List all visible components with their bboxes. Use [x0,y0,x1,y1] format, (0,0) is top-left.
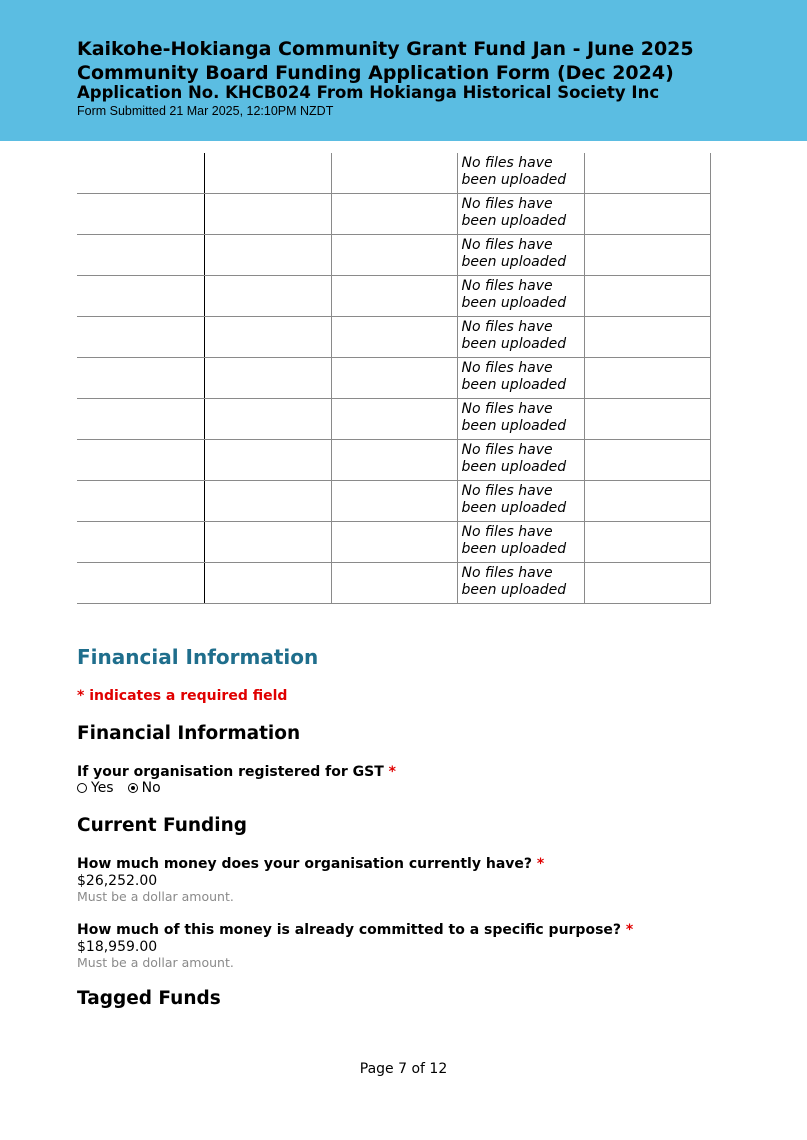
table-row [77,440,710,481]
table-cell [204,235,331,276]
table-cell [77,194,204,235]
required-field-note: * indicates a required field [77,688,288,704]
committed-money-question [77,922,633,938]
table-cell [331,522,457,563]
table-row [77,358,710,399]
table-cell [204,358,331,399]
table-cell [331,481,457,522]
section-title: Financial Information [77,645,319,669]
table-cell [77,358,204,399]
table-cell [331,440,457,481]
tagged-funds-heading: Tagged Funds [77,988,221,1009]
table-cell [457,440,584,481]
table-row [77,194,710,235]
page-header [0,0,807,141]
table-cell [331,563,457,604]
table-cell [77,399,204,440]
table-cell [457,317,584,358]
required-marker: * [625,922,634,938]
current-money-label: How much money does your organisation currently have? [77,856,533,872]
table-cell [584,276,710,317]
table-cell [204,194,331,235]
table-cell [331,276,457,317]
table-cell [204,276,331,317]
table-cell [77,317,204,358]
table-cell [77,235,204,276]
gst-question [77,764,396,780]
table-cell [584,399,710,440]
committed-money-hint: Must be a dollar amount. [77,955,234,970]
table-cell [331,153,457,194]
table-row [77,563,710,604]
table-cell [584,440,710,481]
table-cell [77,563,204,604]
no-files-text: No files have been uploaded [461,483,567,516]
table-cell [331,358,457,399]
current-funding-heading: Current Funding [77,815,248,836]
gst-radio-group [77,780,171,796]
no-files-text: No files have been uploaded [461,401,567,434]
table-cell [457,153,584,194]
table-row [77,481,710,522]
gst-option-no-label: No [141,780,161,796]
table-cell [77,481,204,522]
fund-title: Kaikohe-Hokianga Community Grant Fund Jan - June 2025 [77,38,694,60]
table-cell [204,522,331,563]
table-cell [457,276,584,317]
table-cell [204,440,331,481]
table-row [77,153,710,194]
page-number: Page 7 of 12 [359,1061,448,1077]
table-row [77,522,710,563]
table-cell [584,481,710,522]
table-cell [77,522,204,563]
table-cell [584,194,710,235]
radio-unselected-icon [77,783,87,793]
no-files-text: No files have been uploaded [461,360,567,393]
radio-selected-icon [128,783,138,793]
form-title: Community Board Funding Application Form (Dec 2024) [77,62,674,84]
table-cell [204,399,331,440]
table-cell [77,276,204,317]
table-cell [457,358,584,399]
table-cell [204,317,331,358]
current-money-hint: Must be a dollar amount. [77,889,234,904]
no-files-text: No files have been uploaded [461,565,567,598]
table-cell [457,194,584,235]
attachments-table [77,153,711,604]
table-cell [457,399,584,440]
current-money-value: $26,252.00 [77,873,158,889]
gst-option-yes[interactable] [77,780,114,796]
gst-option-no[interactable] [128,780,161,796]
gst-question-label: If your organisation registered for GST [77,764,384,780]
financial-information-heading: Financial Information [77,723,301,744]
table-cell [204,153,331,194]
table-cell [457,481,584,522]
gst-option-yes-label: Yes [91,780,114,796]
no-files-text: No files have been uploaded [461,196,567,229]
table-cell [457,563,584,604]
table-cell [331,317,457,358]
committed-money-label: How much of this money is already committed to a specific purpose? [77,922,622,938]
no-files-text: No files have been uploaded [461,442,567,475]
table-cell [331,194,457,235]
table-cell [584,563,710,604]
table-cell [331,235,457,276]
table-cell [457,522,584,563]
table-cell [584,522,710,563]
table-cell [331,399,457,440]
table-cell [77,440,204,481]
no-files-text: No files have been uploaded [461,278,567,311]
table-cell [204,563,331,604]
table-row [77,399,710,440]
required-marker: * [388,764,396,780]
table-cell [584,235,710,276]
table-cell [584,153,710,194]
no-files-text: No files have been uploaded [461,524,567,557]
application-number: Application No. KHCB024 From Hokianga Historical Society Inc [77,83,660,102]
no-files-text: No files have been uploaded [461,237,567,270]
table-row [77,317,710,358]
required-marker: * [536,856,545,872]
table-cell [204,481,331,522]
table-cell [457,235,584,276]
committed-money-value: $18,959.00 [77,939,158,955]
table-cell [584,317,710,358]
current-money-question [77,856,544,872]
table-cell [77,153,204,194]
table-row [77,276,710,317]
submitted-timestamp: Form Submitted 21 Mar 2025, 12:10PM NZDT [77,104,334,118]
table-cell [584,358,710,399]
table-row [77,235,710,276]
no-files-text: No files have been uploaded [461,155,567,188]
no-files-text: No files have been uploaded [461,319,567,352]
